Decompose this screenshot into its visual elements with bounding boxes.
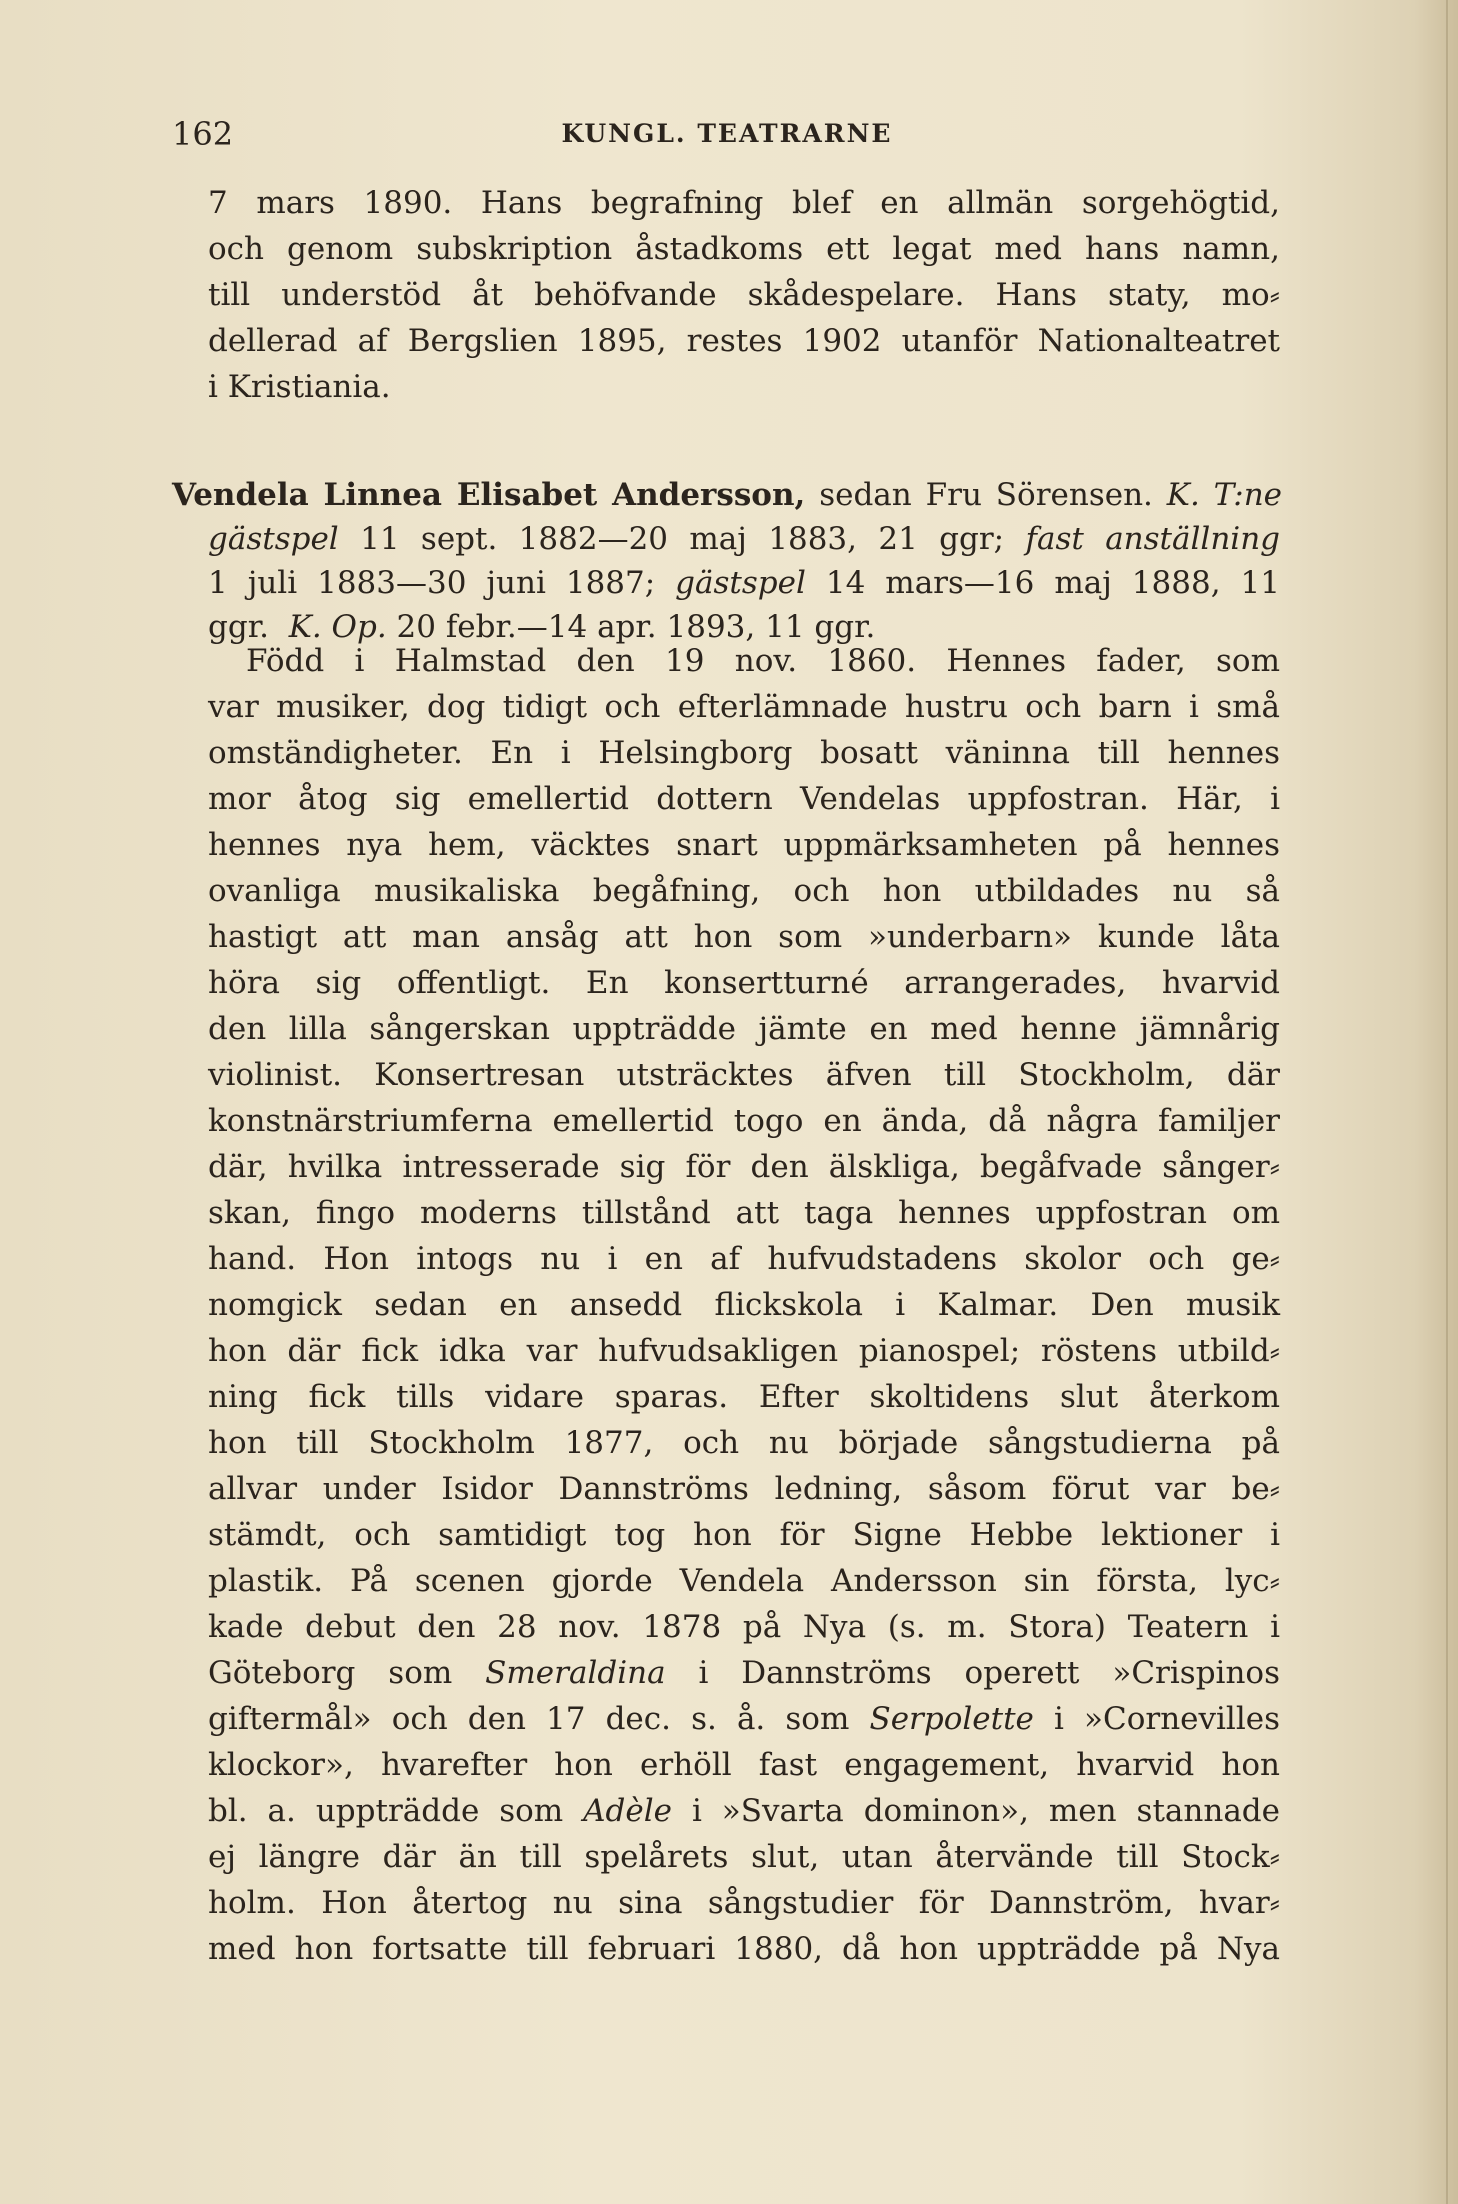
text-line: holm. Hon återtog nu sina sångstudier för Dannström, hvar⸗	[208, 1885, 1280, 1921]
heading-line: Vendela Linnea Elisabet Andersson, sedan Fru Sörensen. K. T:ne	[172, 477, 1283, 513]
page-number: 162	[172, 115, 234, 153]
text-line: hon där fick idka var hufvudsakligen pianospel; röstens utbild⸗	[208, 1333, 1280, 1369]
text-line: till understöd åt behöfvande skådespelare. Hans staty, mo⸗	[208, 277, 1280, 313]
running-title: KUNGL. TEATRARNE	[561, 119, 893, 148]
text-line: Född i Halmstad den 19 nov. 1860. Hennes fader, som	[246, 643, 1280, 679]
role-name: Smeraldina	[485, 1655, 666, 1691]
text-line: där, hvilka intresserade sig för den älskliga, begåfvade sånger⸗	[208, 1149, 1280, 1185]
actor-name: Vendela Linnea Elisabet Andersson,	[172, 477, 806, 513]
text-line: 7 mars 1890. Hans begrafning blef en allmän sorgehögtid,	[208, 185, 1280, 221]
heading-line: gästspel 11 sept. 1882—20 maj 1883, 21 ggr; fast anställning	[208, 521, 1281, 557]
text-line: nomgick sedan en ansedd flickskola i Kalmar. Den musik	[208, 1287, 1280, 1323]
heading-line: 1 juli 1883—30 juni 1887; gästspel 14 mars—16 maj 1888, 11	[208, 565, 1280, 601]
text-line: dellerad af Bergslien 1895, restes 1902 utanför Nationalteatret	[208, 323, 1280, 359]
text-line: ovanliga musikaliska begåfning, och hon utbildades nu så	[208, 873, 1280, 909]
text-line: hon till Stockholm 1877, och nu började sångstudierna på	[208, 1425, 1280, 1461]
text-line: bl. a. uppträdde som Adèle i »Svarta dominon», men stannade	[208, 1793, 1280, 1829]
text-line: höra sig offentligt. En konsertturné arrangerades, hvarvid	[208, 965, 1280, 1001]
text-line: hastigt att man ansåg att hon som »underbarn» kunde låta	[208, 919, 1280, 955]
text-line: ej längre där än till spelårets slut, utan återvände till Stock⸗	[208, 1839, 1280, 1875]
text-line: med hon fortsatte till februari 1880, då hon uppträdde på Nya	[208, 1931, 1280, 1967]
text-line: hennes nya hem, väcktes snart uppmärksamheten på hennes	[208, 827, 1280, 863]
role-name: Serpolette	[869, 1701, 1034, 1737]
text-line: ning fick tills vidare sparas. Efter skoltidens slut återkom	[208, 1379, 1280, 1415]
text-line: och genom subskription åstadkoms ett legat med hans namn,	[208, 231, 1280, 267]
role-name: Adèle	[583, 1793, 672, 1829]
theatre-ref: K. T:ne	[1166, 477, 1283, 513]
text-line: plastik. På scenen gjorde Vendela Andersson sin första, lyc⸗	[208, 1563, 1280, 1599]
text-line: i Kristiania.	[208, 369, 391, 405]
text-line: var musiker, dog tidigt och efterlämnade hustru och barn i små	[208, 689, 1280, 725]
heading-line: ggr. K. Op. 20 febr.—14 apr. 1893, 11 ggr.	[208, 609, 876, 645]
text-line: stämdt, och samtidigt tog hon för Signe Hebbe lektioner i	[208, 1517, 1280, 1553]
text-line: mor åtog sig emellertid dottern Vendelas uppfostran. Här, i	[208, 781, 1280, 817]
text-line: den lilla sångerskan uppträdde jämte en med henne jämnårig	[208, 1011, 1280, 1047]
text-line: Göteborg som Smeraldina i Dannströms operett »Crispinos	[208, 1655, 1280, 1691]
page-edge	[1446, 0, 1448, 2204]
text-line: kade debut den 28 nov. 1878 på Nya (s. m. Stora) Teatern i	[208, 1609, 1280, 1645]
text-line: allvar under Isidor Dannströms ledning, såsom förut var be⸗	[208, 1471, 1280, 1507]
text-line: giftermål» och den 17 dec. s. å. som Serpolette i »Cornevilles	[208, 1701, 1281, 1737]
text-line: violinist. Konsertresan utsträcktes äfven till Stockholm, där	[208, 1057, 1280, 1093]
text-line: omständigheter. En i Helsingborg bosatt väninna till hennes	[208, 735, 1280, 771]
text-line: hand. Hon intogs nu i en af hufvudstadens skolor och ge⸗	[208, 1241, 1280, 1277]
text-line: skan, fingo moderns tillstånd att taga hennes uppfostran om	[208, 1195, 1280, 1231]
page-header	[172, 112, 1282, 156]
text-line: konstnärstriumferna emellertid togo en ända, då några familjer	[208, 1103, 1280, 1139]
text-line: klockor», hvarefter hon erhöll fast engagement, hvarvid hon	[208, 1747, 1280, 1783]
